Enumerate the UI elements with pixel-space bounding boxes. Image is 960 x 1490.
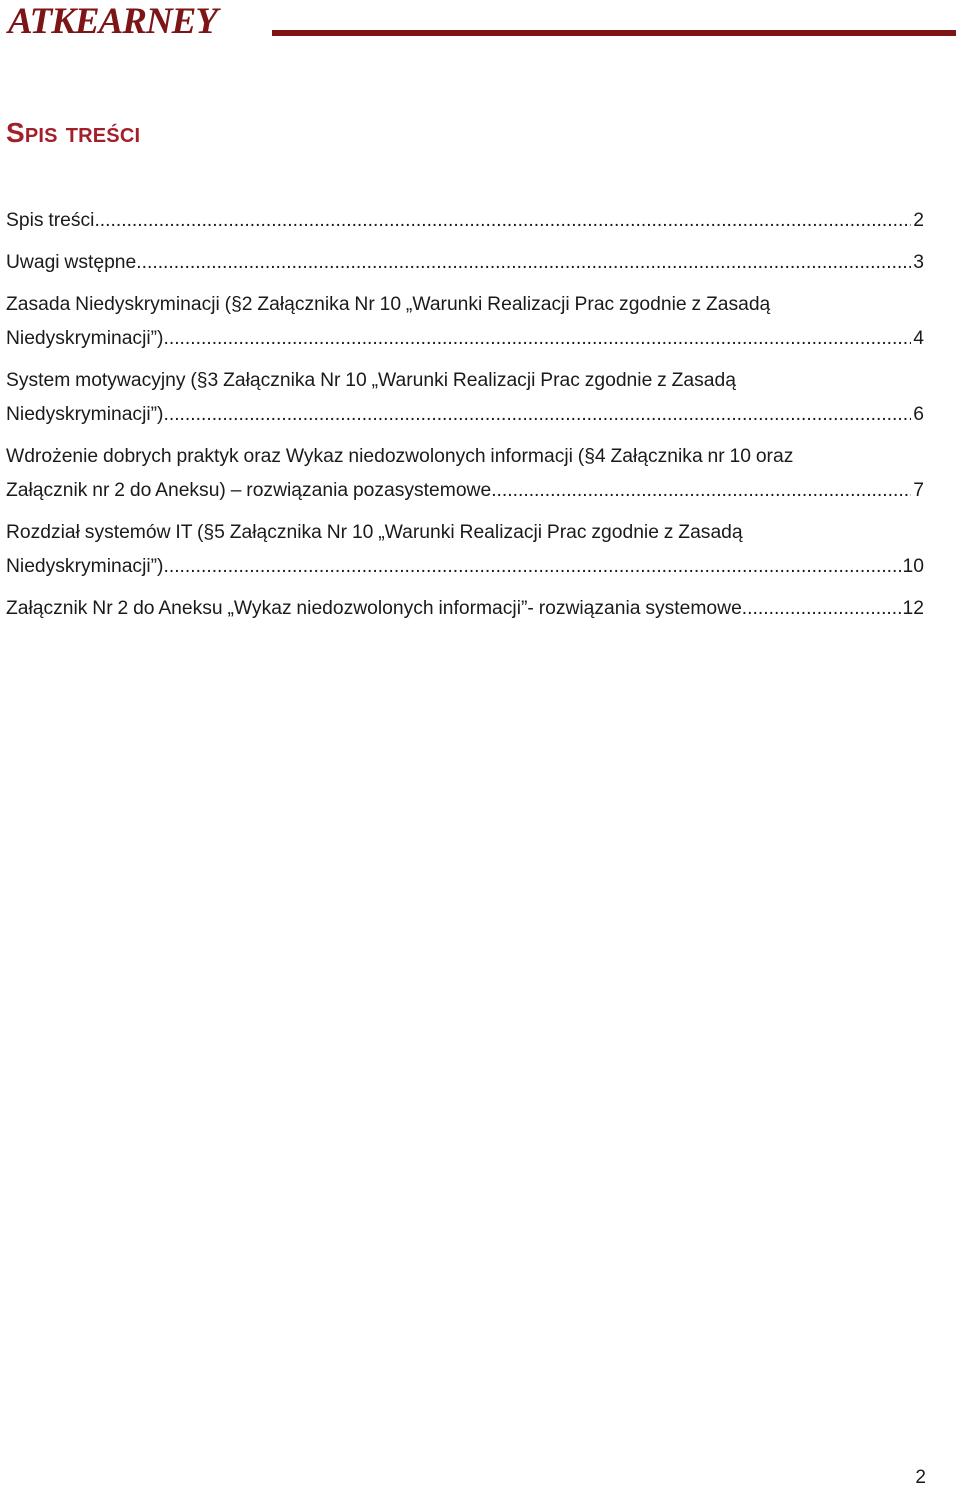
toc-page-number: 2 xyxy=(913,210,924,231)
toc-entry-title-line1: Wdrożenie dobrych praktyk oraz Wykaz niedozwolonych informacji (§4 Załącznika nr 10 oraz xyxy=(6,446,794,467)
toc-entry-system-motywacyjny[interactable] xyxy=(6,364,924,432)
toc-page-number: 4 xyxy=(913,328,924,349)
table-of-contents xyxy=(6,204,924,634)
toc-page-number: 7 xyxy=(913,480,924,501)
toc-dot-leader xyxy=(163,322,911,356)
toc-entry-title-line1: Zasada Niedyskryminacji (§2 Załącznika Nr 10 „Warunki Realizacji Prac zgodnie z Zasadą xyxy=(6,294,771,315)
toc-entry-title-line2: Załącznik nr 2 do Aneksu) – rozwiązania pozasystemowe xyxy=(6,480,492,501)
toc-dot-leader xyxy=(163,398,911,432)
toc-page-number: 12 xyxy=(902,598,924,619)
toc-entry-uwagi-wstepne[interactable] xyxy=(6,246,924,280)
toc-entry-wdrozenie-dobrych-praktyk[interactable] xyxy=(6,440,924,508)
toc-entry-zalacznik-nr-2[interactable] xyxy=(6,592,924,626)
toc-entry-spis-tresci[interactable] xyxy=(6,204,924,238)
toc-dot-leader xyxy=(136,246,911,280)
page-number: 2 xyxy=(915,1467,926,1488)
company-logo: ATKEARNEY xyxy=(8,1,217,42)
toc-page-number: 6 xyxy=(913,404,924,425)
toc-entry-title-line2: Niedyskryminacji”) xyxy=(6,328,164,349)
toc-entry-title: Załącznik Nr 2 do Aneksu „Wykaz niedozwolonych informacji”- rozwiązania systemowe xyxy=(6,598,742,619)
toc-entry-title: Uwagi wstępne xyxy=(6,252,137,273)
toc-entry-title-line2: Niedyskryminacji”) xyxy=(6,556,164,577)
toc-dot-leader xyxy=(163,550,900,584)
toc-entry-zasada-niedyskryminacji[interactable] xyxy=(6,288,924,356)
toc-dot-leader xyxy=(742,592,901,626)
toc-page-number: 3 xyxy=(913,252,924,273)
toc-entry-title: Spis treści xyxy=(6,210,95,231)
toc-heading: Spis treści xyxy=(6,117,141,148)
toc-page-number: 10 xyxy=(902,556,924,577)
toc-dot-leader xyxy=(491,474,911,508)
toc-entry-title-line1: Rozdział systemów IT (§5 Załącznika Nr 10 „Warunki Realizacji Prac zgodnie z Zasadą xyxy=(6,522,743,543)
header-rule xyxy=(272,30,956,36)
toc-entry-rozdzial-systemow-it[interactable] xyxy=(6,516,924,584)
toc-entry-title-line2: Niedyskryminacji”) xyxy=(6,404,164,425)
page-header xyxy=(0,0,960,44)
toc-entry-title-line1: System motywacyjny (§3 Załącznika Nr 10 „Warunki Realizacji Prac zgodnie z Zasadą xyxy=(6,370,736,391)
toc-dot-leader xyxy=(94,204,911,238)
